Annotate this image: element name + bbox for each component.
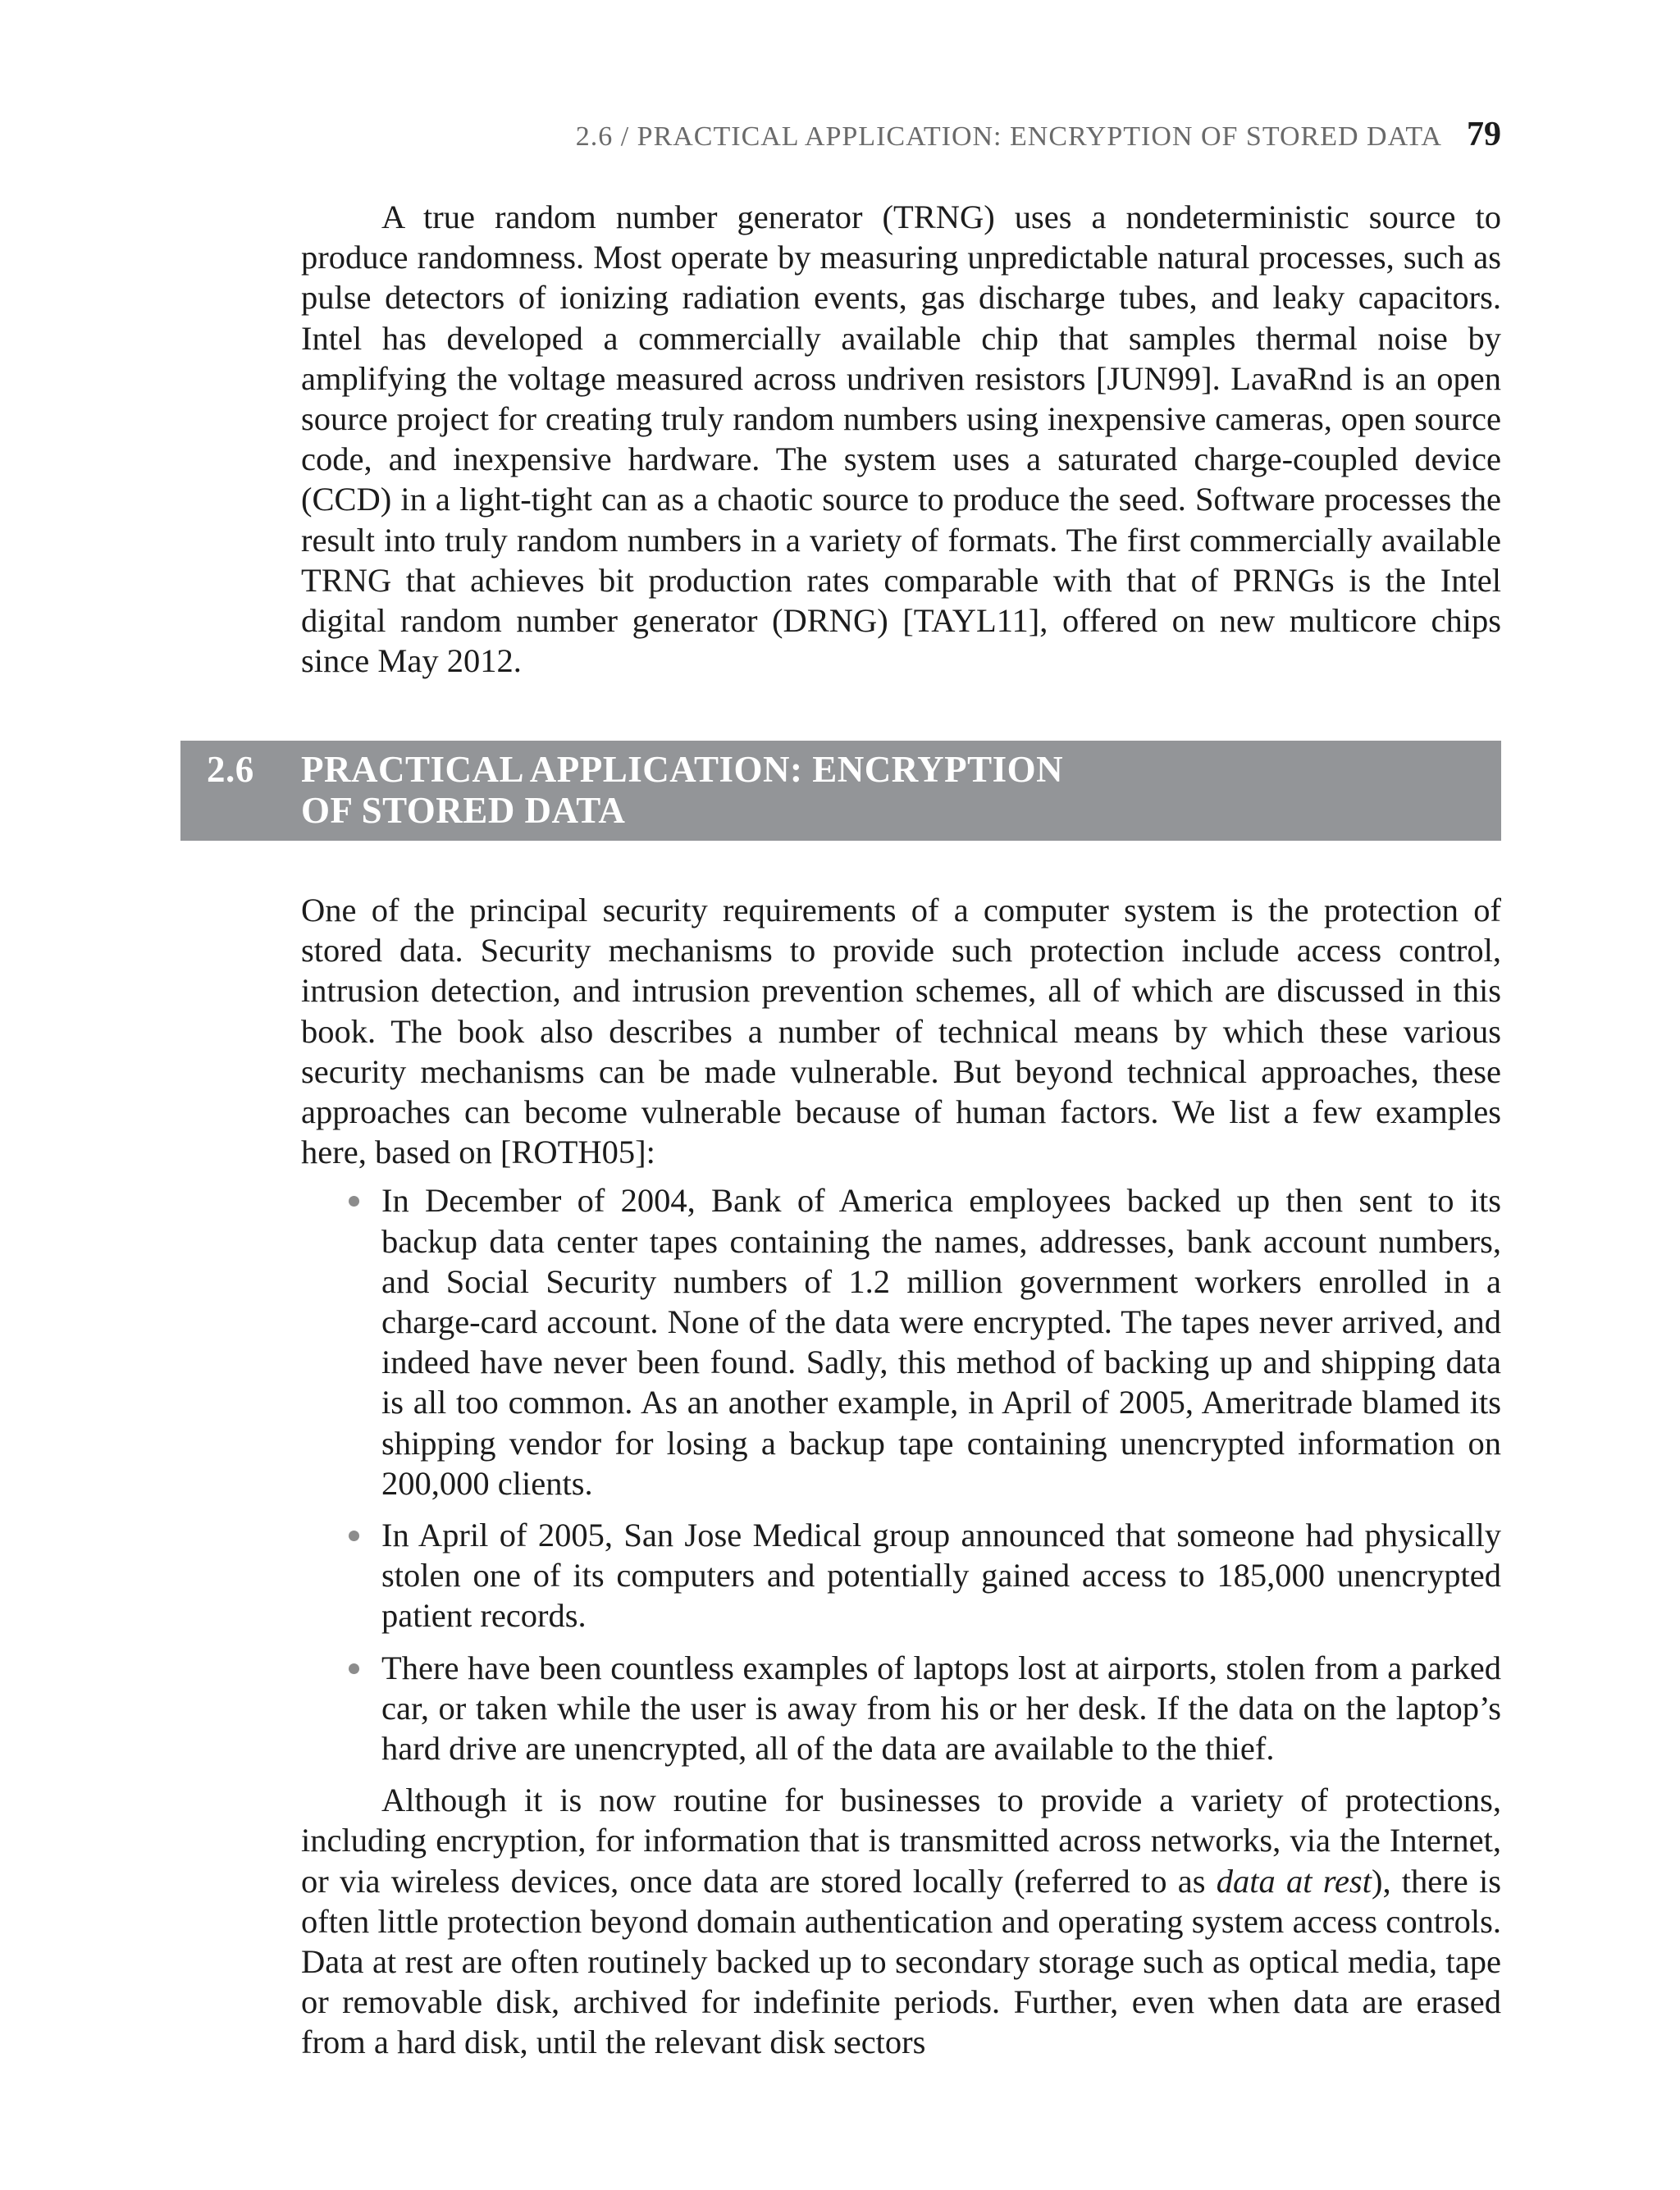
list-item-text: In December of 2004, Bank of America employees backed up then sent to its backup data center tapes containing the names, addresses, bank account numbers, and Social Security numbers of 1.2 million government workers enrolled in a charge-card account. None of the data were encrypted. The tapes never arrived, and indeed have never been found. Sadly, this method of backing up and shipping data is all too common. As an another example, in April of 2005, Ameritrade blamed its shipping vendor for losing a backup tape containing unencrypted information on 200,000 clients.: [381, 1182, 1501, 1502]
section-heading-banner: [180, 741, 1501, 841]
section-title: [301, 749, 1367, 831]
section-body: [301, 890, 1501, 2063]
running-head: [301, 115, 1501, 157]
section-title-line-1: PRACTICAL APPLICATION: ENCRYPTION: [301, 749, 1064, 790]
running-head-title: 2.6 / PRACTICAL APPLICATION: ENCRYPTION OF STORED DATA: [575, 121, 1442, 152]
bullet-icon: [349, 1196, 359, 1207]
section-title-line-2: OF STORED DATA: [301, 790, 626, 831]
bullet-icon: [349, 1531, 359, 1541]
list-item: [301, 1180, 1501, 1503]
page-number: 79: [1467, 116, 1501, 153]
list-item: [301, 1515, 1501, 1636]
list-item-text: There have been countless examples of laptops lost at airports, stolen from a parked car, or taken while the user is away from his or her desk. If the data on the laptop’s hard drive are unencrypted, all of the data are available to the thief.: [381, 1649, 1501, 1768]
closing-text-part-1: Although it is now routine for businesses to provide a variety of protections, including encryption, for information that is transmitted across networks, via the Internet, or via wireless devices, once data are stored locally (referred to as: [301, 1782, 1501, 1900]
closing-text-emphasis: data at rest: [1216, 1862, 1372, 1900]
list-item-text: In April of 2005, San Jose Medical group announced that someone had physically stolen one of its computers and potentially gained access to 185,000 unencrypted patient records.: [381, 1517, 1501, 1635]
section-number: 2.6: [207, 749, 254, 790]
intro-section: [301, 197, 1501, 681]
bullet-icon: [349, 1663, 359, 1674]
closing-text-part-2: ), there is often little protection beyond domain authentication and operating system access controls. Data at rest are often routinely backed up to secondary storage such as optical media, tape or removable disk, archived for indefinite periods. Further, even when data are erased from a hard disk, until the relevant disk sectors: [301, 1862, 1501, 2061]
intro-paragraph: A true random number generator (TRNG) uses a nondeterministic source to produce randomness. Most operate by measuring unpredictable natural processes, such as pulse detectors of ionizing radiation events, gas discharge tubes, and leaky capacitors. Intel has developed a commercially available chip that samples thermal noise by amplifying the voltage measured across undriven resistors [JUN99]. LavaRnd is an open source project for creating truly random numbers using inexpensive cameras, open source code, and inexpensive hardware. The system uses a saturated charge-coupled device (CCD) in a light-tight can as a chaotic source to produce the seed. Software processes the result into truly random numbers in a variety of formats. The first commercially available TRNG that achieves bit production rates comparable with that of PRNGs is the Intel digital random number generator (DRNG) [TAYL11], offered on new multicore chips since May 2012.: [301, 198, 1501, 680]
closing-paragraph: [301, 1780, 1501, 2062]
section-paragraph: One of the principal security requirements of a computer system is the protection of stored data. Security mechanisms to provide such protection include access control, intrusion detection, and intrusion prevention schemes, all of which are discussed in this book. The book also describes a number of technical means by which these various security mechanisms can be made vulnerable. But beyond technical approaches, these approaches can become vulnerable because of human factors. We list a few examples here, based on [ROTH05]:: [301, 892, 1501, 1171]
examples-list: [301, 1180, 1501, 1768]
list-item: [301, 1648, 1501, 1769]
